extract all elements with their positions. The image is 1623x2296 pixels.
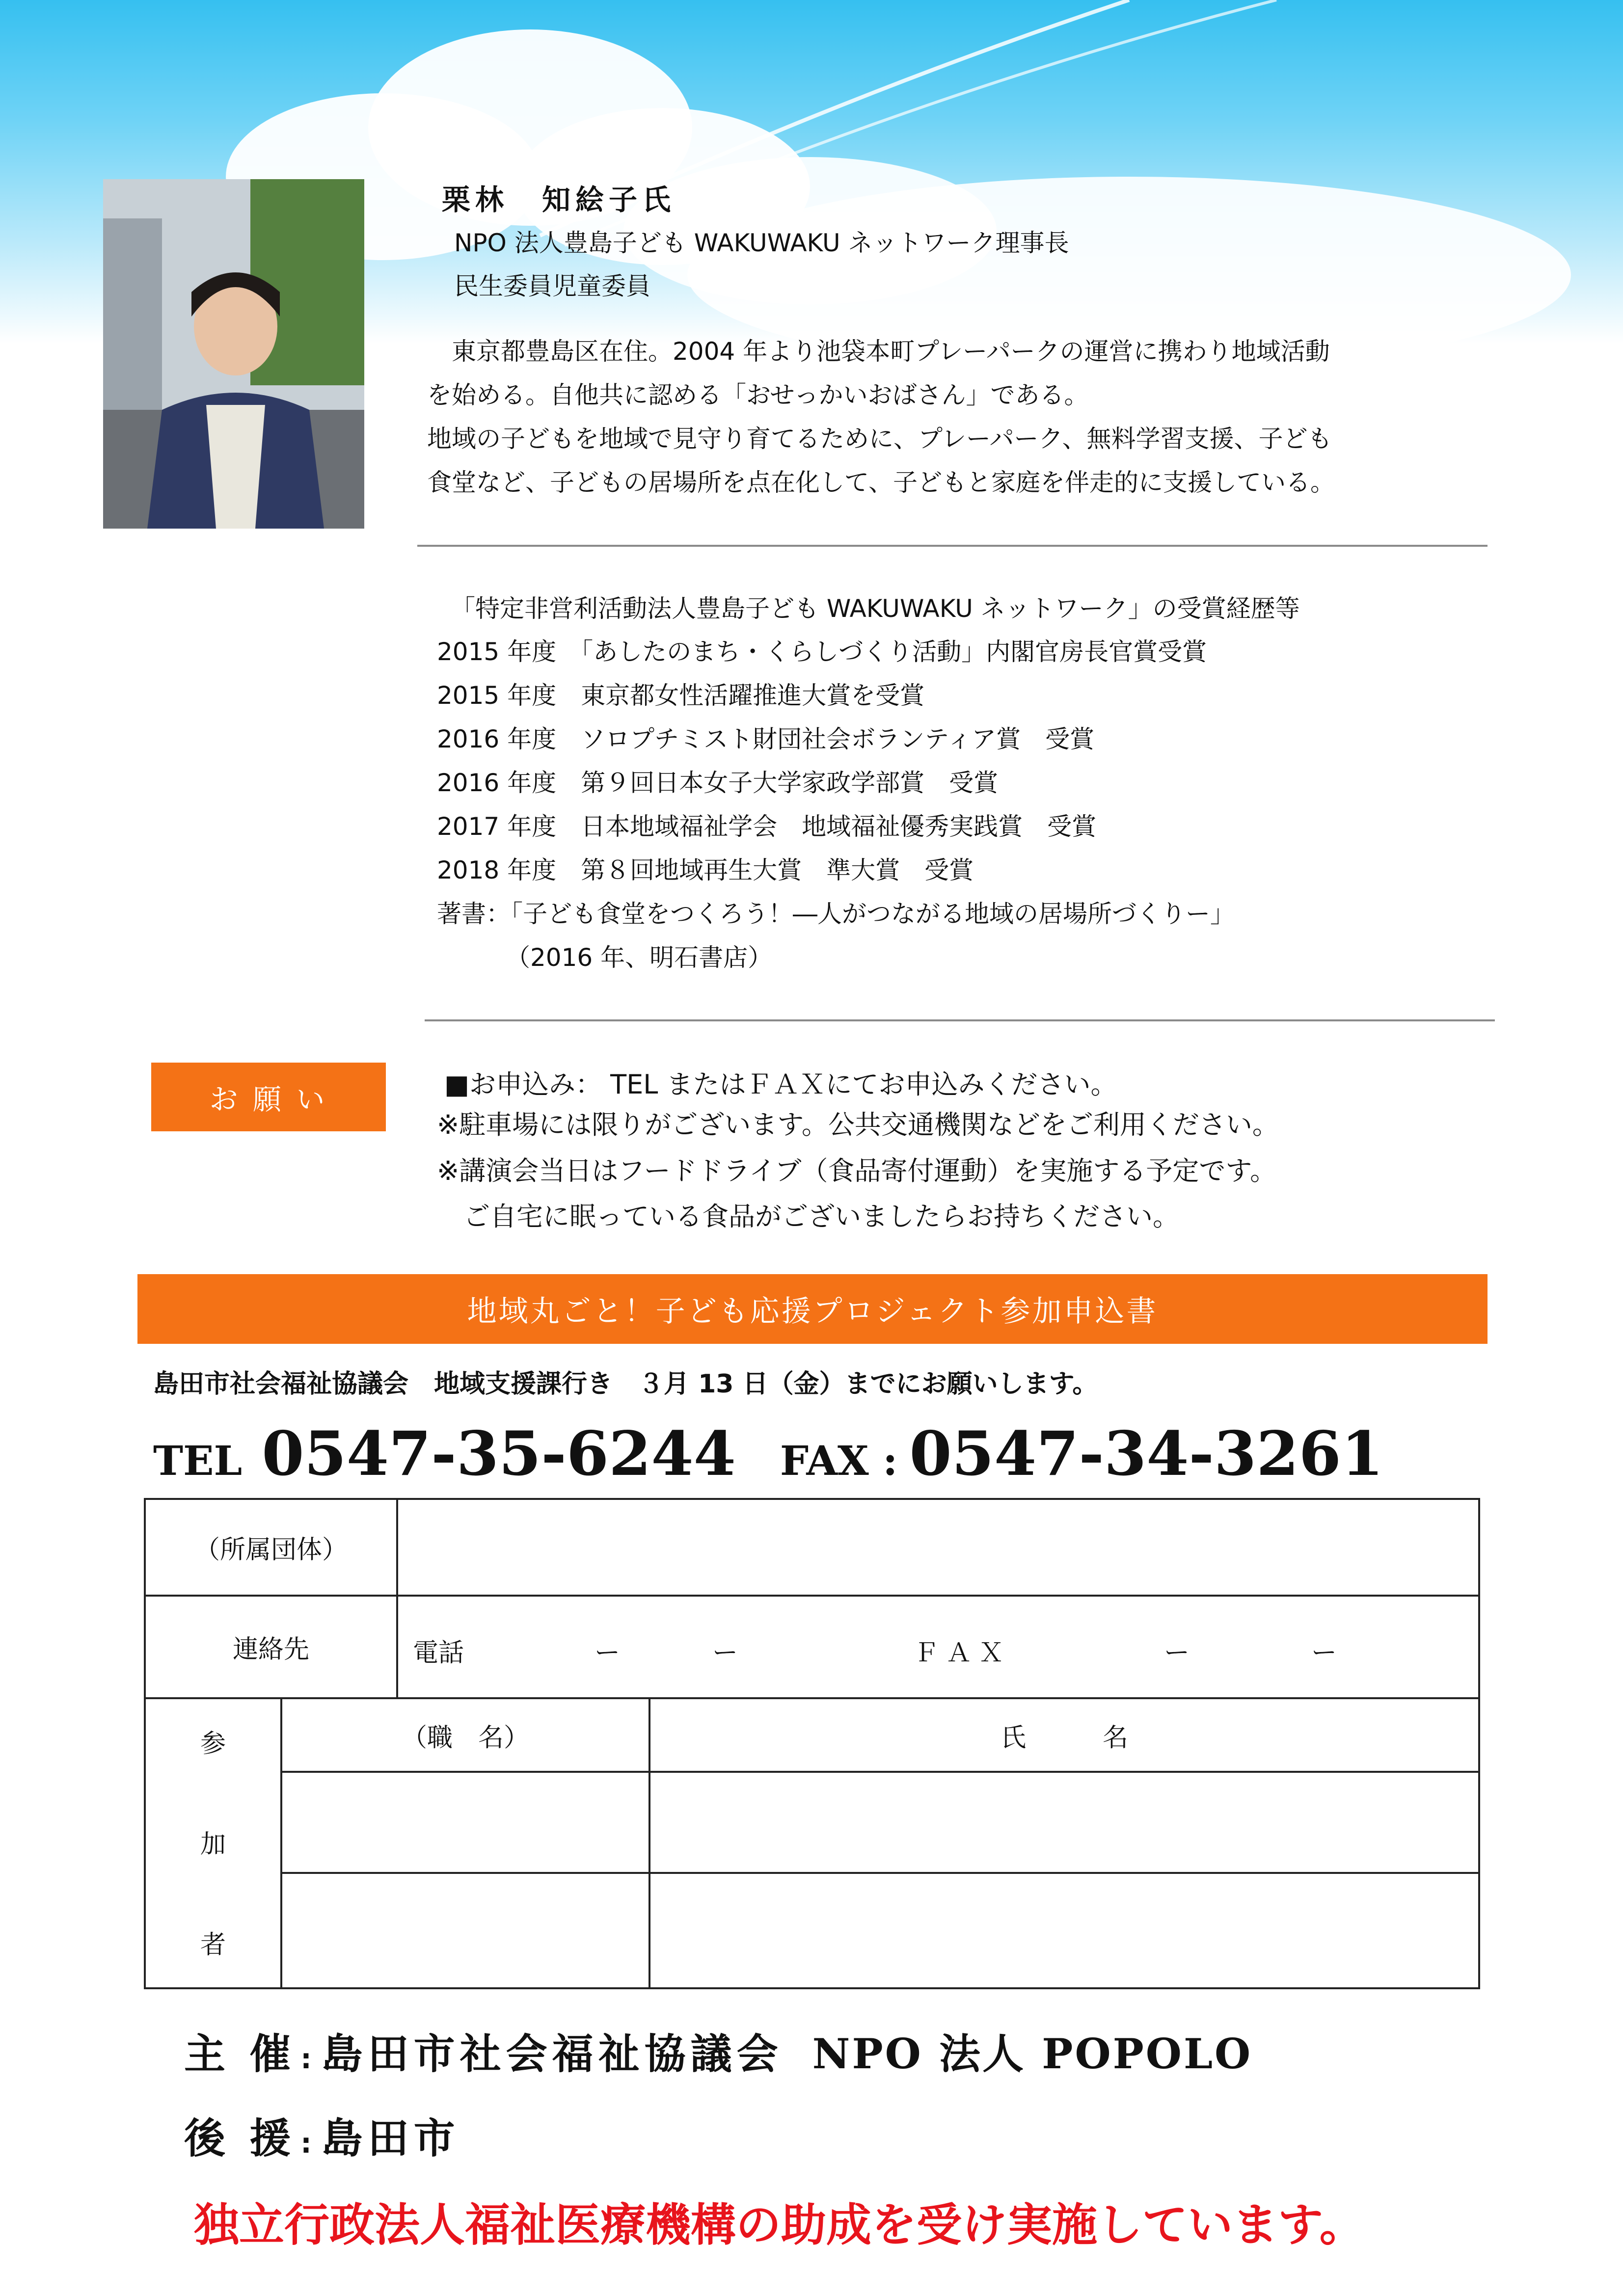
- speaker-title-2: 民生委員児童委員: [454, 272, 650, 300]
- name-input[interactable]: [649, 1772, 1479, 1873]
- position-header: （職 名）: [281, 1698, 649, 1772]
- name-input[interactable]: [649, 1873, 1479, 1988]
- organizer-label: 主 催: [184, 2030, 296, 2078]
- fax-number[interactable]: 0547-34-3261: [909, 1418, 1384, 1490]
- awards-heading: 「特定非営利活動法人豊島子ども WAKUWAKU ネットワーク」の受賞経歴等: [451, 594, 1300, 623]
- request-label: お 願 い: [151, 1063, 386, 1131]
- award-item: 2018 年度 第８回地域再生大賞 準大賞 受賞: [437, 856, 974, 884]
- sponsor-line: [184, 2106, 460, 2165]
- fax-label: FAX :: [780, 1438, 898, 1485]
- speaker-title-1: NPO 法人豊島子ども WAKUWAKU ネットワーク理事長: [454, 229, 1069, 257]
- award-item: 2016 年度 ソロプチミスト財団社会ボランティア賞 受賞: [437, 725, 1095, 753]
- organizer-colon: :: [300, 2043, 317, 2075]
- position-input[interactable]: [281, 1873, 649, 1988]
- participants-char: 加: [200, 1830, 226, 1859]
- sponsor-name: 島田市: [321, 2114, 460, 2163]
- speaker-name: 栗林 知絵子氏: [442, 183, 676, 216]
- application-form: [144, 1498, 1480, 1989]
- fax-dash: ー: [1164, 1638, 1190, 1668]
- form-banner: 地域丸ごと！子ども応援プロジェクト参加申込書: [137, 1274, 1488, 1344]
- form-address-line: 島田市社会福祉協議会 地域支援課行き ３月 13 日（金）までにお願いします。: [153, 1369, 1098, 1399]
- bio-line-4: 食堂など、子どもの居場所を点在化して、子どもと家庭を伴走的に支援している。: [427, 468, 1335, 497]
- sponsor-colon: :: [300, 2128, 317, 2160]
- divider-top: [417, 545, 1488, 547]
- bio-line-2: を始める。自他共に認める「おせっかいおばさん」である。: [427, 381, 1089, 409]
- org-label: （所属団体）: [145, 1499, 397, 1596]
- phone-dash: ー: [712, 1638, 738, 1668]
- book-publisher: （2016 年、明石書店）: [506, 943, 773, 972]
- tel-label: TEL: [153, 1438, 243, 1485]
- participants-char: 者: [200, 1930, 226, 1960]
- contact-input[interactable]: [397, 1596, 1479, 1698]
- contact-numbers: [153, 1418, 1384, 1490]
- organizer-line: [184, 2021, 1252, 2081]
- sponsor-label: 後 援: [184, 2114, 296, 2163]
- bio-line-1: 東京都豊島区在住。2004 年より池袋本町プレーパークの運営に携わり地域活動: [427, 337, 1330, 366]
- request-line-2: ※駐車場には限りがございます。公共交通機関などをご利用ください。: [437, 1109, 1279, 1140]
- participants-char: 参: [200, 1729, 226, 1759]
- book-line: 著書：「子ども食堂をつくろう！―人がつながる地域の居場所づくりー」: [437, 900, 1235, 928]
- org-input[interactable]: [397, 1499, 1479, 1596]
- fax-dash: ー: [1311, 1638, 1337, 1668]
- award-item: 2016 年度 第９回日本女子大学家政学部賞 受賞: [437, 769, 999, 797]
- award-item: 2015 年度 「あしたのまち・くらしづくり活動」内閣官房長官賞受賞: [437, 638, 1207, 666]
- organizer-name-2: NPO 法人 POPOLO: [812, 2029, 1253, 2078]
- grant-notice: 独立行政法人福祉医療機構の助成を受け実施しています。: [194, 2199, 1365, 2251]
- bio-line-3: 地域の子どもを地域で見守り育てるために、プレーパーク、無料学習支援、子ども: [427, 425, 1332, 453]
- tel-number[interactable]: 0547-35-6244: [262, 1418, 736, 1490]
- divider-middle: [425, 1019, 1495, 1021]
- organizer-name: 島田市社会福祉協議会: [321, 2030, 783, 2078]
- request-line-4: ご自宅に眠っている食品がございましたらお持ちください。: [437, 1201, 1179, 1232]
- participants-label: [145, 1698, 281, 1988]
- position-input[interactable]: [281, 1772, 649, 1873]
- fax-cell-label: ＦＡＸ: [914, 1638, 1011, 1668]
- request-line-1: ■お申込み： TEL またはＦＡＸにてお申込みください。: [444, 1069, 1117, 1100]
- name-header: 氏 名: [649, 1698, 1479, 1772]
- request-line-3: ※講演会当日はフードドライブ（食品寄付運動）を実施する予定です。: [437, 1155, 1277, 1186]
- phone-dash: ー: [595, 1638, 621, 1668]
- phone-label: 電話: [413, 1638, 464, 1668]
- award-item: 2015 年度 東京都女性活躍推進大賞を受賞: [437, 681, 925, 710]
- award-item: 2017 年度 日本地域福祉学会 地域福祉優秀実践賞 受賞: [437, 812, 1097, 841]
- speaker-photo: [103, 179, 364, 529]
- contact-label: 連絡先: [145, 1596, 397, 1698]
